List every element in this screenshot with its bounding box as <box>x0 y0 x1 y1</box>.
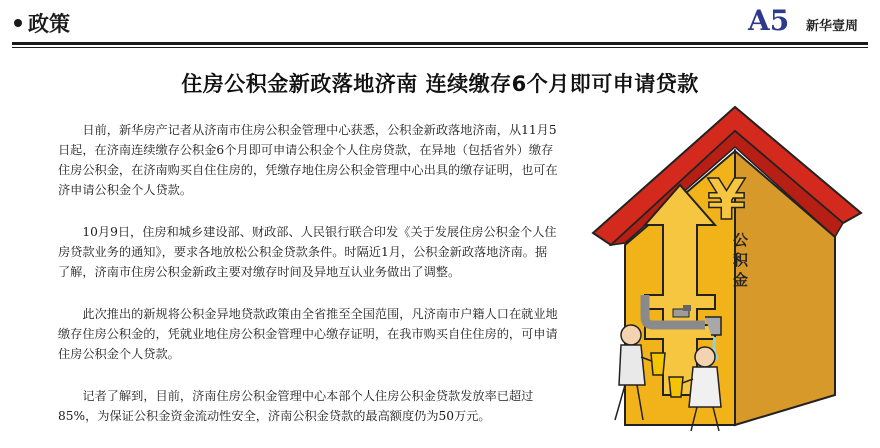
publication-name: 新华壹周 <box>806 19 859 34</box>
page-header <box>0 0 880 50</box>
article-paragraph: 此次推出的新规将公积金异地贷款政策由全省推至全国范围，凡济南市户籍人口在就业地缴存住房公积金的，凭就业地住房公积金管理中心缴存证明，在我市购买自住住房的，可申请住房公积金个人贷款。 <box>58 307 558 361</box>
fund-label <box>733 231 749 289</box>
section-label <box>14 8 70 38</box>
header-rule-thick <box>12 42 868 45</box>
article-paragraph: 日前，新华房产记者从济南市住房公积金管理中心获悉，公积金新政落地济南，从11月5日起，在济南连续缴存公积金6个月即可申请公积金个人住房贷款，在异地（包括省外）缴存住房公积金，在济南购买自住住房的，凭缴存地住房公积金管理中心出具的缴存证明，也可在济申请公积金个人贷款。 <box>58 123 558 197</box>
svg-text:积: 积 <box>733 251 749 269</box>
article-headline: 住房公积金新政落地济南 连续缴存6个月即可申请贷款 <box>181 72 699 96</box>
house-cartoon-icon <box>585 95 870 435</box>
header-rule-thin <box>12 47 868 48</box>
article-paragraph: 记者了解到，目前，济南住房公积金管理中心本部个人住房公积金贷款发放率已超过85%，为保证公积金资金流动性安全，济南公积金贷款的最高额度仍为50万元。 <box>58 389 534 423</box>
bullet-dot-icon <box>14 19 22 27</box>
article-body <box>58 120 558 448</box>
section-title: 政策 <box>28 12 70 36</box>
housing-fund-illustration <box>585 95 870 435</box>
article-paragraph: 10月9日，住房和城乡建设部、财政部、人民银行联合印发《关于发展住房公积金个人住房贷款业务的通知》，要求各地放松公积金贷款条件。时隔近1月，公积金新政落地济南。据了解，济南市住房公积金新政主要对缴存时间及异地互认业务做出了调整。 <box>58 225 557 279</box>
yen-symbol-icon: ¥ <box>707 168 746 233</box>
svg-text:公: 公 <box>733 231 749 249</box>
page-number: A5 <box>748 4 790 37</box>
svg-text:金: 金 <box>733 271 749 289</box>
